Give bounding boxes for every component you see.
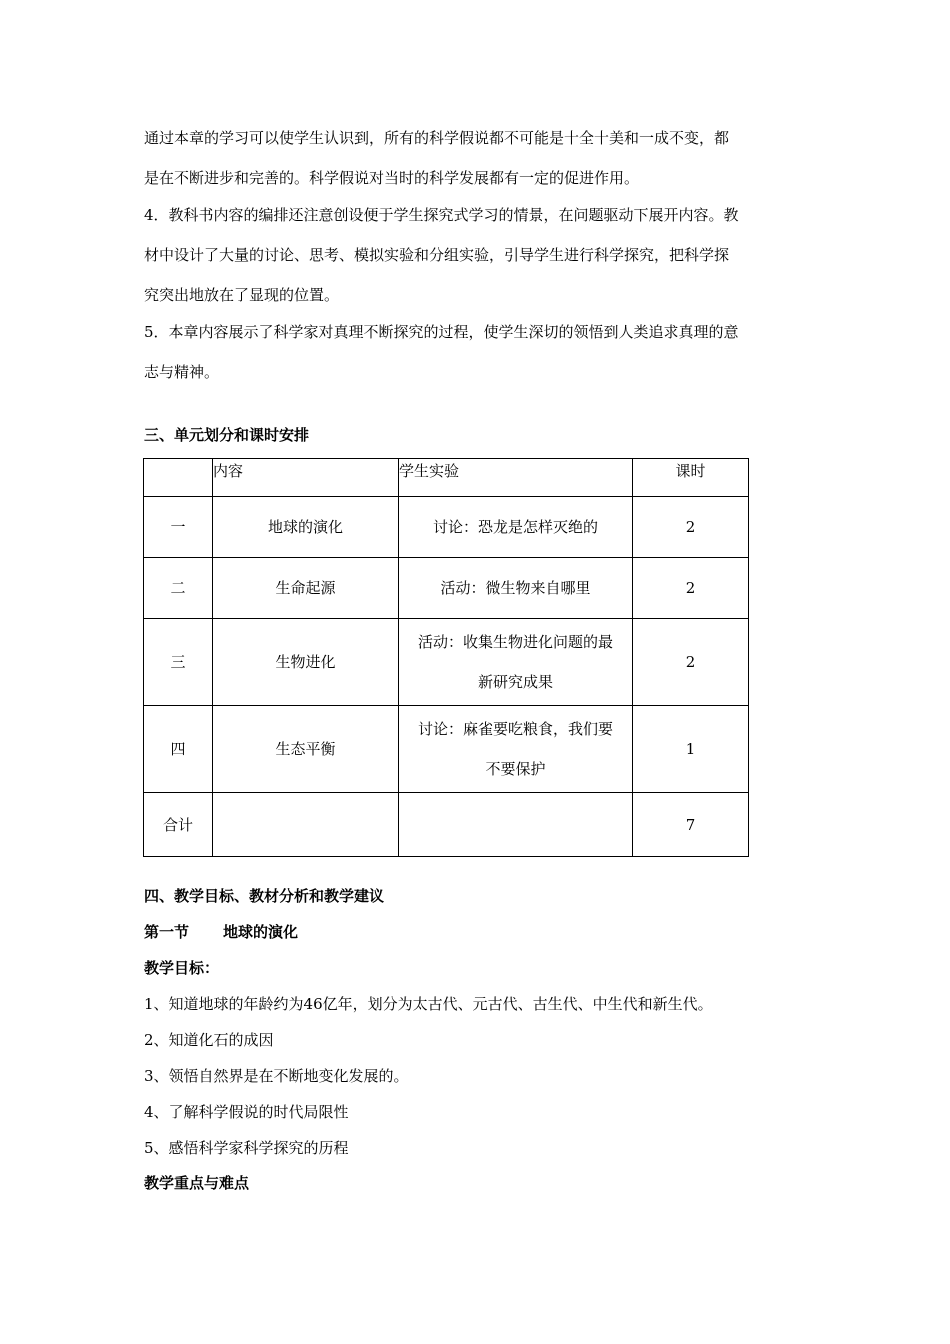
cell-experiment-text: 活动：微生物来自哪里 — [440, 579, 591, 597]
cell-content — [213, 793, 399, 857]
subsection-name: 地球的演化 — [223, 923, 299, 941]
cell-experiment — [399, 558, 633, 619]
table-header-row — [144, 459, 749, 497]
intro-line-6: 5．本章内容展示了科学家对真理不断探究的过程，使学生深切的领悟到人类追求真理的意 — [144, 323, 739, 341]
cell-unit: 一 — [144, 497, 213, 558]
goal-item-2: 2、知道化石的成因 — [144, 1031, 274, 1049]
intro-line-2: 是在不断进步和完善的。科学假说对当时的科学发展都有一定的促进作用。 — [144, 169, 640, 187]
goals-title: 教学目标： — [144, 959, 220, 977]
header-cell-unit — [144, 459, 213, 497]
cell-experiment-line-1: 讨论：麻雀要吃粮食，我们要 — [417, 720, 613, 738]
cell-hours: 2 — [633, 558, 749, 619]
table-row — [144, 497, 749, 558]
cell-unit: 合计 — [144, 793, 213, 857]
goal-item-3: 3、领悟自然界是在不断地变化发展的。 — [144, 1067, 409, 1085]
table-row — [144, 558, 749, 619]
key-points-title: 教学重点与难点 — [144, 1174, 250, 1192]
cell-experiment — [399, 706, 633, 793]
cell-content: 地球的演化 — [213, 497, 399, 558]
intro-line-3: 4．教科书内容的编排还注意创设便于学生探究式学习的情景，在问题驱动下展开内容。教 — [144, 206, 739, 224]
intro-line-4: 材中设计了大量的讨论、思考、模拟实验和分组实验，引导学生进行科学探究，把科学探 — [144, 246, 730, 264]
cell-hours: 2 — [633, 497, 749, 558]
intro-line-1: 通过本章的学习可以使学生认识到，所有的科学假说都不可能是十全十美和一成不变，都 — [144, 129, 730, 147]
cell-content: 生物进化 — [213, 619, 399, 706]
cell-experiment — [399, 497, 633, 558]
cell-experiment-text: 讨论：恐龙是怎样灭绝的 — [432, 518, 598, 536]
cell-unit: 三 — [144, 619, 213, 706]
subsection-title — [144, 922, 298, 942]
cell-content: 生态平衡 — [213, 706, 399, 793]
unit-schedule-table — [143, 458, 749, 857]
cell-experiment-line-1: 活动：收集生物进化问题的最 — [417, 633, 613, 651]
table-row — [144, 706, 749, 793]
cell-experiment — [399, 793, 633, 857]
header-cell-content: 内容 — [213, 459, 399, 497]
header-cell-experiment: 学生实验 — [399, 459, 633, 497]
goal-item-5: 5、感悟科学家科学探究的历程 — [144, 1139, 349, 1157]
goal-item-4: 4、了解科学假说的时代局限性 — [144, 1103, 349, 1121]
cell-hours: 1 — [633, 706, 749, 793]
section-3-title: 三、单元划分和课时安排 — [144, 426, 310, 444]
goal-item-1: 1、知道地球的年龄约为46亿年，划分为太古代、元古代、古生代、中生代和新生代。 — [144, 995, 713, 1013]
cell-hours: 2 — [633, 619, 749, 706]
cell-experiment-line-2: 不要保护 — [485, 760, 546, 778]
cell-experiment-line-2: 新研究成果 — [477, 673, 553, 691]
intro-line-7: 志与精神。 — [144, 363, 220, 381]
cell-unit: 四 — [144, 706, 213, 793]
cell-unit: 二 — [144, 558, 213, 619]
section-4-title: 四、教学目标、教材分析和教学建议 — [144, 887, 385, 905]
table-row — [144, 619, 749, 706]
cell-experiment — [399, 619, 633, 706]
table-total-row — [144, 793, 749, 857]
cell-content: 生命起源 — [213, 558, 399, 619]
subsection-number: 第一节 — [144, 923, 190, 941]
cell-hours: 7 — [633, 793, 749, 857]
intro-line-5: 究突出地放在了显现的位置。 — [144, 286, 340, 304]
header-cell-hours: 课时 — [633, 459, 749, 497]
